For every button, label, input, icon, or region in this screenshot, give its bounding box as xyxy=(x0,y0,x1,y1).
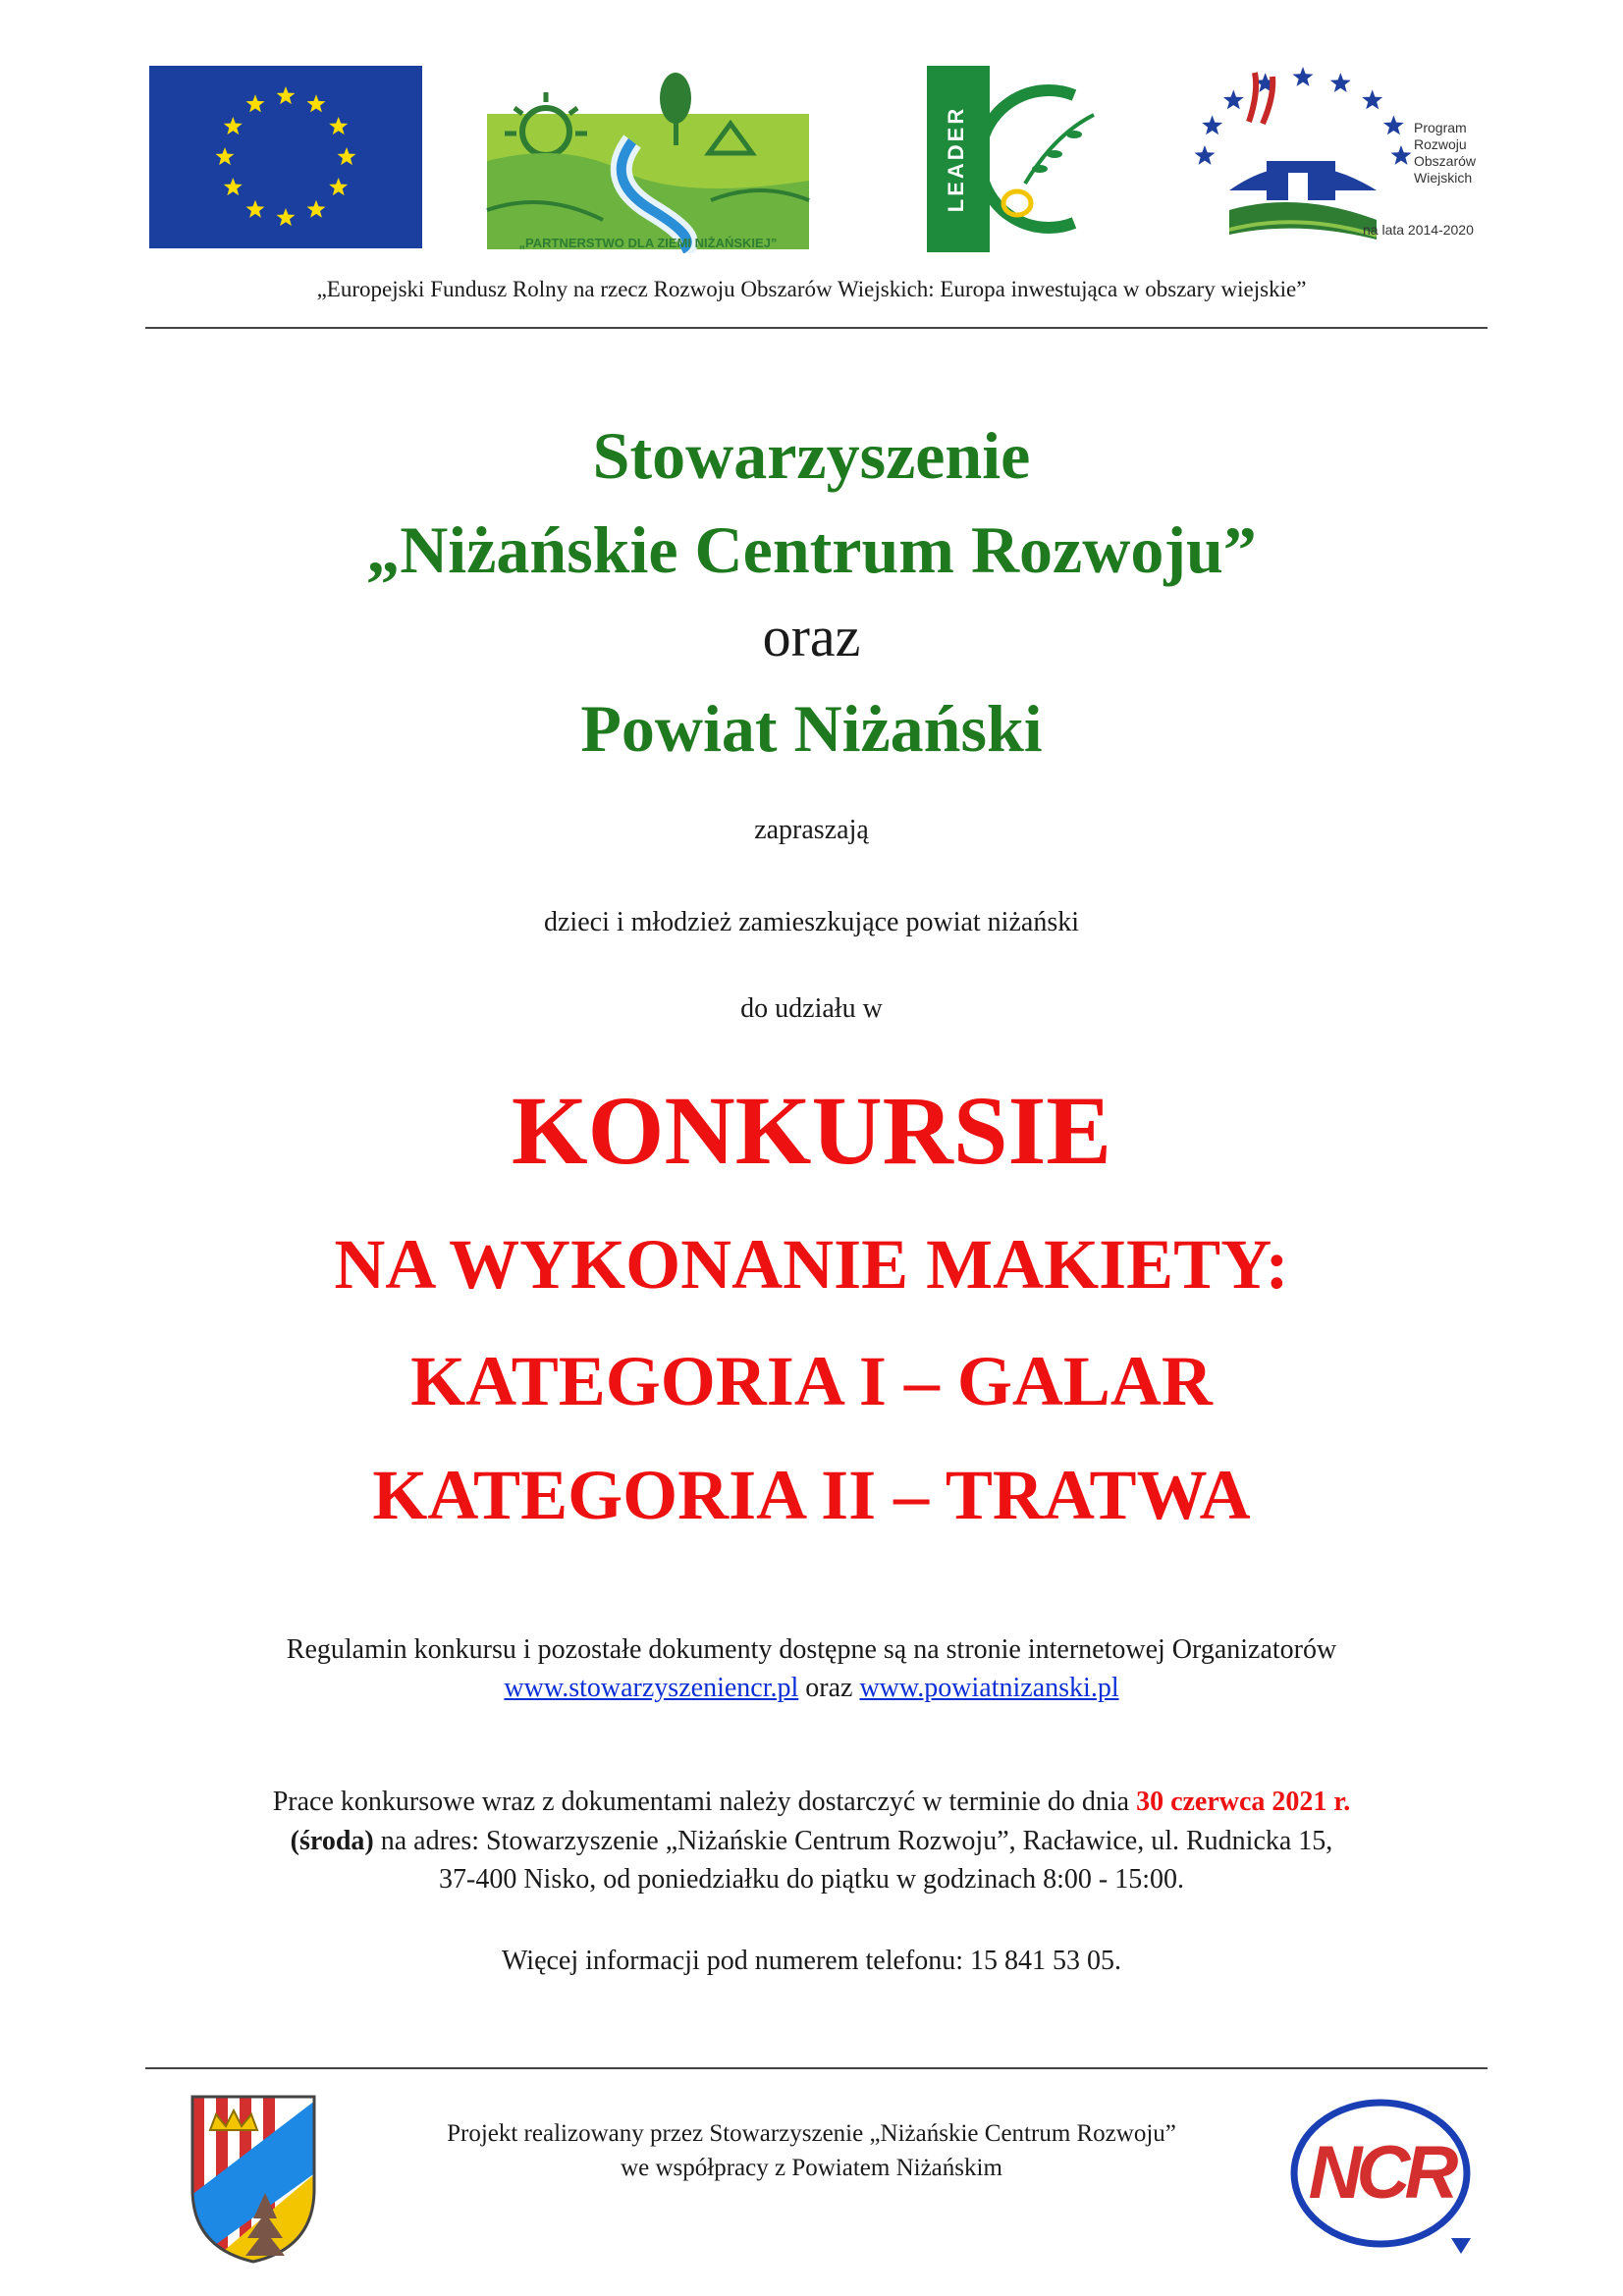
header-divider xyxy=(145,327,1488,329)
delivery-text: Prace konkursowe wraz z dokumentami należy dostarczyć w terminie do dnia xyxy=(272,1787,1130,1817)
partnerstwo-logo-caption: „PARTNERSTWO DLA ZIEMI NIŻAŃSKIEJ” xyxy=(518,236,778,250)
links-oraz: oraz xyxy=(805,1673,853,1703)
prow-line-3: Obszarów xyxy=(1414,153,1477,169)
contact-line: Więcej informacji pod numerem telefonu: 15 841 53 05. xyxy=(501,1946,1122,1976)
org-line-1: Stowarzyszenie xyxy=(592,418,1031,493)
prow-star-icon xyxy=(1195,145,1216,165)
prow-star-icon xyxy=(1223,89,1244,109)
prow-line-2: Rozwoju xyxy=(1414,136,1467,152)
footer-divider xyxy=(145,2067,1488,2069)
contest-subtitle: NA WYKONANIE MAKIETY: xyxy=(334,1225,1289,1304)
delivery-hours: 37-400 Nisko, od poniedziałku do piątku w godzinach 8:00 - 15:00. xyxy=(439,1864,1184,1895)
delivery-line-2 xyxy=(0,1826,1623,1857)
delivery-date: 30 czerwca 2021 r. xyxy=(1136,1787,1351,1817)
prow-star-icon xyxy=(1383,115,1404,134)
prow-star-icon xyxy=(1330,73,1351,92)
delivery-address: na adres: Stowarzyszenie „Niżańskie Centrum Rozwoju”, Racławice, ul. Rudnicka 15, xyxy=(380,1826,1333,1856)
leader-logo xyxy=(927,66,1121,252)
prow-line-4: Wiejskich xyxy=(1414,170,1473,186)
fund-line: „Europejski Fundusz Rolny na rzecz Rozwoju Obszarów Wiejskich: Europa inwestująca w obszary wiejskie” xyxy=(316,277,1307,301)
contest-category-1: KATEGORIA I – GALAR xyxy=(410,1342,1213,1420)
oraz-label: oraz xyxy=(762,605,861,668)
contest-category-2: KATEGORIA II – TRATWA xyxy=(372,1456,1251,1534)
prow-star-icon xyxy=(1202,115,1222,134)
link-powiatnizanski[interactable]: www.powiatnizanski.pl xyxy=(859,1673,1119,1703)
leader-logo-text: LEADER xyxy=(944,105,968,213)
prow-line-1: Program xyxy=(1414,120,1467,135)
rules-text: Regulamin konkursu i pozostałe dokumenty dostępne są na stronie internetowej Organizatorów xyxy=(286,1634,1337,1665)
delivery-line-1 xyxy=(0,1787,1623,1818)
link-stowarzyszeniencr[interactable]: www.stowarzyszeniencr.pl xyxy=(504,1673,799,1703)
powiat-title: Powiat Niżański xyxy=(580,691,1043,766)
org-line-2: „Niżańskie Centrum Rozwoju” xyxy=(366,512,1257,587)
ncr-logo xyxy=(1284,2091,1477,2260)
prow-years: na lata 2014-2020 xyxy=(1363,222,1474,238)
ncr-logo-text: NCR xyxy=(1308,2131,1453,2215)
invite-line-3: do udziału w xyxy=(740,993,883,1024)
eu-flag-logo xyxy=(149,66,422,248)
delivery-weekday: (środa) xyxy=(290,1826,374,1856)
prow-star-icon xyxy=(1293,67,1314,86)
rules-links xyxy=(0,1673,1623,1704)
prow-star-icon xyxy=(1362,89,1382,109)
footer-line-2: we współpracy z Powiatem Niżańskim xyxy=(621,2155,1002,2181)
footer-line-1: Projekt realizowany przez Stowarzyszenie „Niżańskie Centrum Rozwoju” xyxy=(447,2120,1176,2147)
prow-logo xyxy=(1190,63,1492,253)
invite-line-1: zapraszają xyxy=(754,815,869,845)
invite-line-2: dzieci i młodzież zamieszkujące powiat niżański xyxy=(544,907,1079,937)
partnerstwo-logo xyxy=(485,63,811,253)
prow-star-icon xyxy=(1391,145,1412,165)
contest-headline: KONKURSIE xyxy=(511,1076,1112,1185)
